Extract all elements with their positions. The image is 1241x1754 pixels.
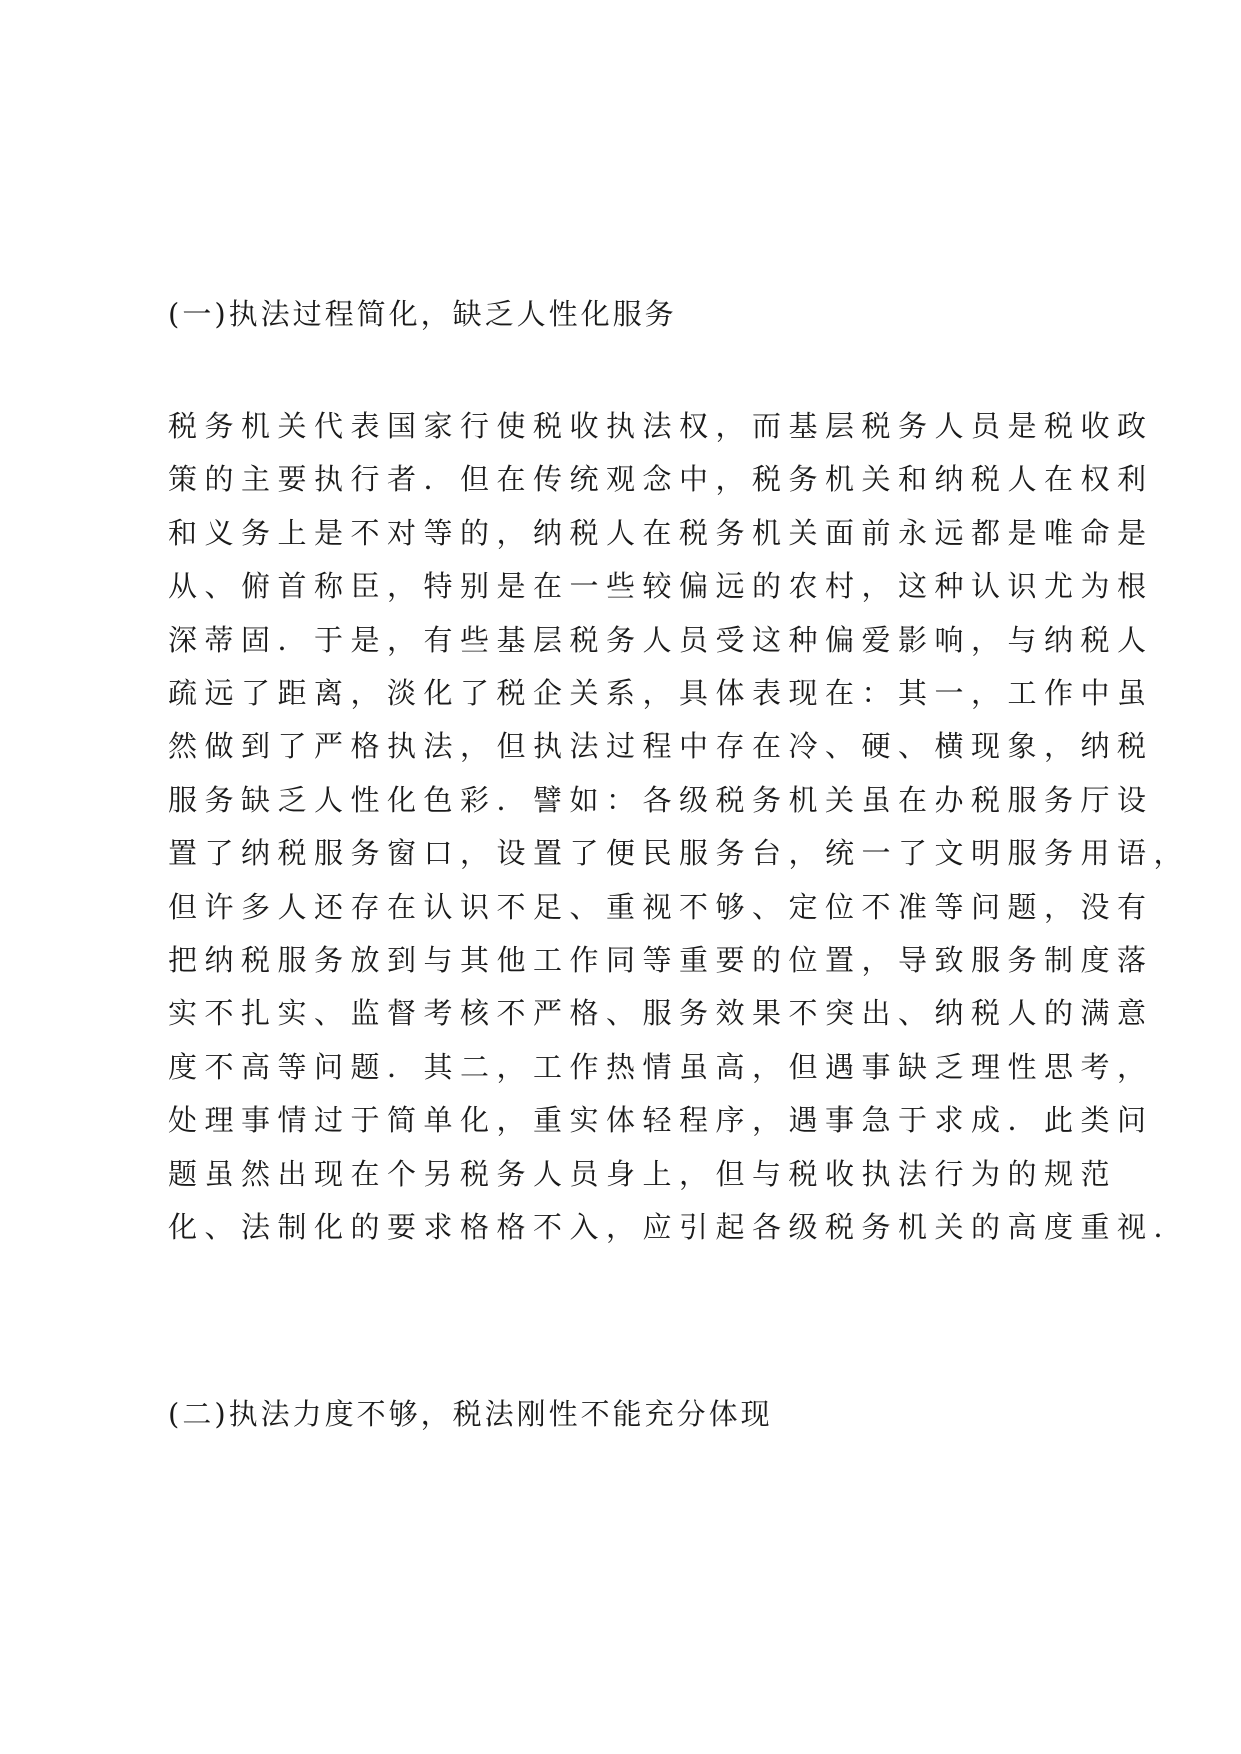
paragraph-line: 实不扎实、监督考核不严格、服务效果不突出、纳税人的满意 — [168, 996, 1154, 1031]
paragraph-line: 化、法制化的要求格格不入，应引起各级税务机关的高度重视． — [168, 1210, 1191, 1245]
paragraph-line: 处理事情过于简单化，重实体轻程序，遇事急于求成．此类问 — [168, 1103, 1154, 1138]
paragraph-line: 把纳税服务放到与其他工作同等重要的位置，导致服务制度落 — [168, 943, 1154, 978]
paragraph-line: 深蒂固．于是，有些基层税务人员受这种偏爱影响，与纳税人 — [168, 622, 1154, 657]
paragraph-line: 从、俯首称臣，特别是在一些较偏远的农村，这种认识尤为根 — [168, 569, 1154, 604]
paragraph-line: 疏远了距离，淡化了税企关系，具体表现在：其一，工作中虽 — [168, 676, 1154, 711]
section-1-paragraph — [168, 400, 1190, 1255]
paragraph-line: 税务机关代表国家行使税收执法权，而基层税务人员是税收政 — [168, 409, 1154, 443]
paragraph-line: 然做到了严格执法，但执法过程中存在冷、硬、横现象，纳税 — [168, 729, 1154, 764]
section-heading-1: (一)执法过程简化，缺乏人性化服务 — [168, 297, 677, 331]
paragraph-line: 置了纳税服务窗口，设置了便民服务台，统一了文明服务用语， — [168, 836, 1191, 871]
paragraph-line: 但许多人还存在认识不足、重视不够、定位不准等问题，没有 — [168, 889, 1154, 924]
section-heading-2: (二)执法力度不够，税法刚性不能充分体现 — [168, 1397, 773, 1431]
paragraph-line: 和义务上是不对等的，纳税人在税务机关面前永远都是唯命是 — [168, 515, 1154, 550]
paragraph-line: 策的主要执行者．但在传统观念中，税务机关和纳税人在权利 — [168, 462, 1154, 497]
paragraph-line: 度不高等问题．其二，工作热情虽高，但遇事缺乏理性思考， — [168, 1049, 1154, 1084]
paragraph-line: 服务缺乏人性化色彩．譬如：各级税务机关虽在办税服务厅设 — [168, 782, 1154, 817]
paragraph-line: 题虽然出现在个另税务人员身上，但与税收执法行为的规范 — [168, 1156, 1118, 1191]
